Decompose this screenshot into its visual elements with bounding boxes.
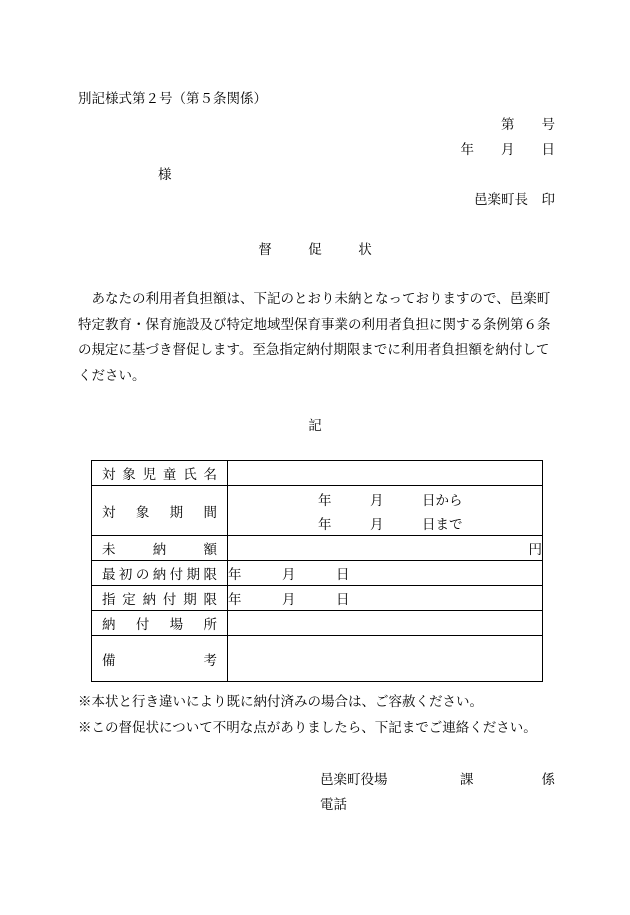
label-char: 考: [203, 652, 217, 669]
spread-text: [102, 563, 217, 583]
label-char: 定: [122, 592, 136, 608]
label-char: 限: [203, 567, 217, 583]
label-char: 氏: [183, 467, 197, 483]
label-char: 納: [152, 567, 167, 583]
spread-text: [102, 538, 217, 558]
period-to: [228, 511, 542, 535]
spread-text: [102, 613, 217, 633]
label-char: 付: [135, 617, 150, 633]
child-name-label: [92, 461, 228, 486]
period-label: [92, 486, 228, 536]
contact-phone-label: 電話: [320, 797, 347, 813]
document-number: 第 号: [501, 117, 555, 133]
label-char: 期: [186, 567, 201, 583]
period-value: [228, 486, 543, 536]
spread-text: [102, 501, 217, 521]
table-row: [92, 586, 543, 611]
ki-heading: 記: [308, 418, 322, 434]
label-char: 期: [169, 504, 184, 521]
body-paragraph: あなたの利用者負担額は、下記のとおり未納となっておりますので、邑楽町特定教育・保育施設及び特定地域型保育事業の利用者負担に関する条例第６条の規定に基づき督促します。至急指定納付期限までに利用者負担額を納付してください。: [78, 291, 551, 384]
child-name-value: [228, 461, 543, 486]
period-to-year: 年: [318, 516, 332, 533]
label-char: 童: [162, 467, 177, 483]
period-to-month: 月: [370, 516, 384, 533]
label-char: 付: [162, 592, 177, 608]
label-char: 最: [102, 567, 116, 583]
contact-section: 課: [460, 772, 474, 788]
designated-due-label: [92, 586, 228, 611]
period-from-month: 月: [370, 492, 384, 509]
period-from: [228, 487, 542, 511]
label-char: 限: [203, 592, 217, 608]
spread-text: [102, 588, 217, 608]
table-row: [92, 461, 543, 486]
table-row: [92, 561, 543, 586]
addressee-suffix: 様: [158, 167, 172, 183]
form-number: 別記様式第２号（第５条関係）: [78, 91, 267, 107]
label-char: 納: [152, 542, 167, 558]
label-char: 納: [102, 617, 116, 633]
label-char: 納: [142, 592, 157, 608]
period-from-day: 日から: [422, 492, 463, 509]
label-char: 児: [142, 467, 157, 483]
label-char: 対: [102, 467, 116, 483]
note-contact: ※この督促状について不明な点がありましたら、下記までご連絡ください。: [78, 720, 537, 736]
issuer-mayor: 邑楽町長 印: [474, 192, 555, 208]
label-char: 備: [102, 652, 116, 669]
table-row: [92, 636, 543, 682]
contact-staff: 係: [541, 772, 555, 788]
label-char: 未: [102, 542, 116, 558]
label-char: 場: [169, 617, 184, 633]
document-title: 督 促 状: [258, 242, 384, 258]
unpaid-label: [92, 536, 228, 561]
period-from-year: 年: [318, 492, 332, 509]
label-char: 名: [203, 467, 217, 483]
payment-place-label: [92, 611, 228, 636]
label-char: 象: [135, 504, 150, 521]
table-row: [92, 536, 543, 561]
label-char: 間: [203, 504, 217, 521]
label-char: 付: [169, 567, 184, 583]
label-char: 象: [122, 467, 136, 483]
details-table: [91, 460, 543, 682]
label-char: 所: [203, 617, 217, 633]
designated-due-value: 年 月 日: [228, 586, 543, 611]
first-due-label: [92, 561, 228, 586]
note-already-paid: ※本状と行き違いにより既に納付済みの場合は、ご容赦ください。: [78, 694, 483, 710]
table-row: [92, 486, 543, 536]
table-row: [92, 611, 543, 636]
unpaid-unit: 円: [228, 536, 543, 561]
remarks-label: [92, 636, 228, 682]
contact-office: 邑楽町役場: [320, 772, 388, 788]
period-to-day: 日まで: [422, 516, 463, 533]
spread-text: [102, 649, 217, 669]
label-char: 初: [118, 567, 133, 583]
issue-date: 年 月 日: [460, 142, 555, 158]
label-char: 額: [203, 542, 217, 558]
payment-place-value: [228, 611, 543, 636]
label-char: 対: [102, 504, 116, 521]
label-char: の: [135, 567, 150, 583]
label-char: 指: [102, 592, 116, 608]
spread-text: [102, 463, 217, 483]
label-char: 期: [183, 592, 197, 608]
remarks-value: [228, 636, 543, 682]
first-due-value: 年 月 日: [228, 561, 543, 586]
